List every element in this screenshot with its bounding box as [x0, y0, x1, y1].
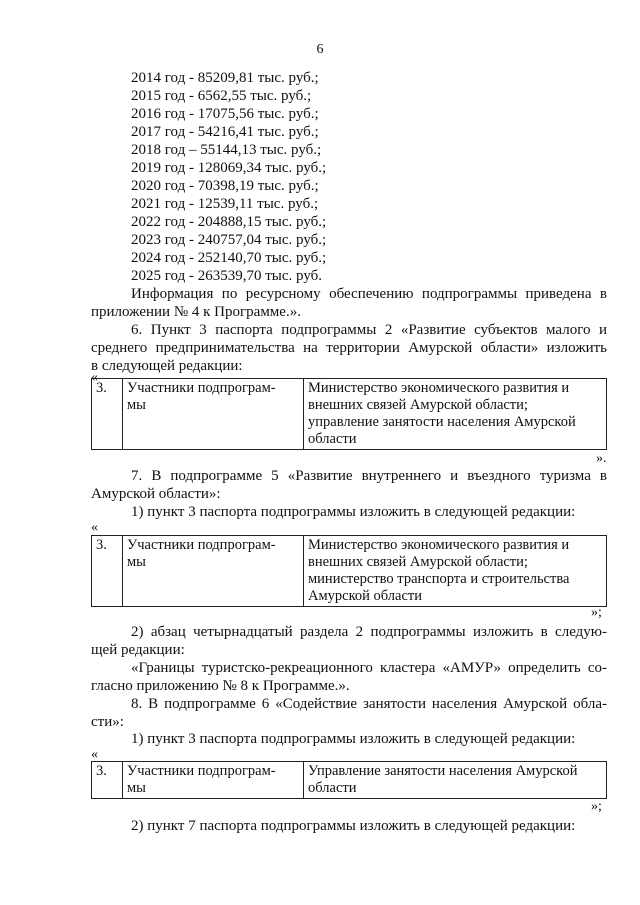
- open-quote: «: [91, 520, 98, 535]
- participants-value: [304, 762, 607, 799]
- item7-quote-line1: «Границы туристско-рекреационного кластера «АМУР» определить со-: [131, 660, 607, 676]
- table-row: [92, 536, 607, 607]
- item8-sub2: 2) пункт 7 паспорта подпрограммы изложить в следующей редакции:: [131, 818, 576, 834]
- item7-line1: 7. В подпрограмме 5 «Развитие внутреннего и въездного туризма в: [131, 468, 607, 484]
- item-number: 3.: [92, 379, 123, 450]
- value-line: Амурской области: [308, 588, 422, 604]
- label-line: Участники подпрограм-: [127, 380, 276, 396]
- passport-table-1: [91, 378, 607, 450]
- page-number: 6: [316, 42, 324, 57]
- item7-line2: Амурской области»:: [91, 486, 221, 502]
- value-line: министерство транспорта и строительства: [308, 571, 570, 587]
- year-line: 2019 год - 128069,34 тыс. руб.;: [131, 160, 327, 176]
- year-line: 2015 год - 6562,55 тыс. руб.;: [131, 88, 312, 104]
- item8-sub1: 1) пункт 3 паспорта подпрограммы изложить в следующей редакции:: [131, 731, 576, 747]
- value-line: Министерство экономического развития и: [308, 537, 570, 553]
- value-line: области: [308, 780, 357, 796]
- item6-line1: 6. Пункт 3 паспорта подпрограммы 2 «Развитие субъектов малого и: [131, 322, 607, 338]
- participants-label: [123, 762, 304, 799]
- year-line: 2020 год - 70398,19 тыс. руб.;: [131, 178, 319, 194]
- item-number: 3.: [92, 536, 123, 607]
- close-quote: »;: [591, 605, 602, 620]
- open-quote: «: [91, 370, 98, 385]
- year-line: 2024 год - 252140,70 тыс. руб.;: [131, 250, 327, 266]
- label-line: Участники подпрограм-: [127, 763, 276, 779]
- value-line: внешних связей Амурской области;: [308, 397, 528, 413]
- label-line: мы: [127, 780, 146, 796]
- year-line: 2025 год - 263539,70 тыс. руб.: [131, 268, 323, 284]
- passport-table-3: [91, 761, 607, 799]
- participants-label: [123, 536, 304, 607]
- label-line: Участники подпрограм-: [127, 537, 276, 553]
- open-quote: «: [91, 747, 98, 762]
- value-line: внешних связей Амурской области;: [308, 554, 528, 570]
- label-line: мы: [127, 554, 146, 570]
- item8-line2: сти»:: [91, 714, 124, 730]
- year-line: 2016 год - 17075,56 тыс. руб.;: [131, 106, 319, 122]
- year-line: 2022 год - 204888,15 тыс. руб.;: [131, 214, 327, 230]
- item7-sub1: 1) пункт 3 паспорта подпрограммы изложить в следующей редакции:: [131, 504, 576, 520]
- year-line: 2014 год - 85209,81 тыс. руб.;: [131, 70, 319, 86]
- value-line: Министерство экономического развития и: [308, 380, 570, 396]
- label-line: мы: [127, 397, 146, 413]
- item7-quote-line2: гласно приложению № 8 к Программе.».: [91, 678, 350, 694]
- participants-value: [304, 536, 607, 607]
- year-line: 2021 год - 12539,11 тыс. руб.;: [131, 196, 319, 212]
- value-line: Управление занятости населения Амурской: [308, 763, 578, 779]
- passport-table-2: [91, 535, 607, 607]
- item6-line2: среднего предпринимательства на территории Амурской области» изложить: [91, 340, 607, 356]
- year-line: 2017 год - 54216,41 тыс. руб.;: [131, 124, 319, 140]
- close-quote: »;: [591, 799, 602, 814]
- participants-label: [123, 379, 304, 450]
- item6-line3: в следующей редакции:: [91, 358, 243, 374]
- table-row: [92, 762, 607, 799]
- table-row: [92, 379, 607, 450]
- info-text-line1: Информация по ресурсному обеспечению подпрограммы приведена в: [131, 286, 607, 302]
- item7-sub2-line1: 2) абзац четырнадцатый раздела 2 подпрограммы изложить в следую-: [131, 624, 607, 640]
- value-line: области: [308, 431, 357, 447]
- item-number: 3.: [92, 762, 123, 799]
- year-line: 2018 год – 55144,13 тыс. руб.;: [131, 142, 322, 158]
- info-text-line2: приложении № 4 к Программе.».: [91, 304, 301, 320]
- close-quote: ».: [596, 451, 607, 466]
- item8-line1: 8. В подпрограмме 6 «Содействие занятости населения Амурской обла-: [131, 696, 607, 712]
- year-line: 2023 год - 240757,04 тыс. руб.;: [131, 232, 327, 248]
- item7-sub2-line2: щей редакции:: [91, 642, 185, 658]
- participants-value: [304, 379, 607, 450]
- value-line: управление занятости населения Амурской: [308, 414, 576, 430]
